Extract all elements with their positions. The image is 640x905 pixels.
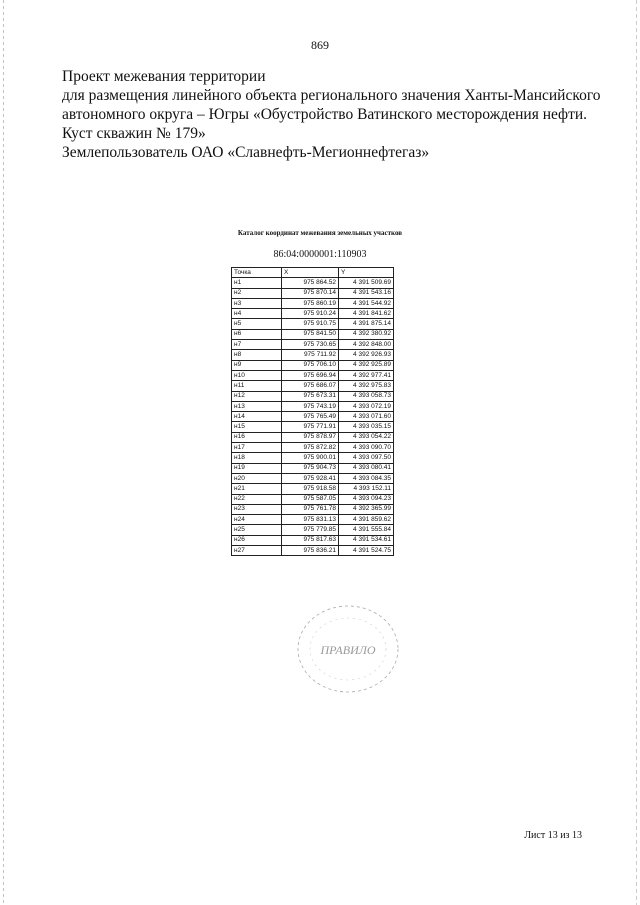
cell-x: 975 878.97 [282, 432, 339, 442]
cell-y: 4 392 380.92 [339, 329, 394, 339]
cell-x: 975 864.52 [282, 278, 339, 288]
scan-edge-right [636, 0, 637, 905]
table-header-row [232, 268, 394, 278]
cell-x: 975 904.73 [282, 463, 339, 473]
cell-y: 4 391 841.62 [339, 309, 394, 319]
cell-point: н6 [232, 329, 282, 339]
cell-point: н25 [232, 525, 282, 535]
cell-point: н11 [232, 381, 282, 391]
cell-y: 4 391 544.92 [339, 298, 394, 308]
coordinates-table [231, 267, 394, 556]
cell-point: н4 [232, 309, 282, 319]
header-line: для размещения линейного объекта регионального значения Ханты-Мансийского [62, 87, 601, 104]
column-header-x: X [282, 268, 339, 278]
cell-y: 4 392 925.89 [339, 360, 394, 370]
cell-y: 4 393 071.60 [339, 412, 394, 422]
header-line: автономного округа – Югры «Обустройство Ватинского месторождения нефти. [62, 106, 588, 123]
cell-y: 4 391 555.84 [339, 525, 394, 535]
cell-y: 4 393 072.19 [339, 401, 394, 411]
cell-y: 4 393 058.73 [339, 391, 394, 401]
cell-point: н17 [232, 443, 282, 453]
cell-x: 975 765.49 [282, 412, 339, 422]
cell-point: н5 [232, 319, 282, 329]
cell-point: н12 [232, 391, 282, 401]
cell-point: н8 [232, 350, 282, 360]
cell-y: 4 391 875.14 [339, 319, 394, 329]
cell-x: 975 860.19 [282, 298, 339, 308]
cell-x: 975 743.19 [282, 401, 339, 411]
cell-x: 975 696.94 [282, 370, 339, 380]
cell-x: 975 706.10 [282, 360, 339, 370]
table-row [232, 309, 394, 319]
cell-x: 975 673.31 [282, 391, 339, 401]
table-row [232, 381, 394, 391]
catalog-title: Каталог координат межевания земельных участков [237, 229, 403, 237]
cell-y: 4 391 509.69 [339, 278, 394, 288]
cell-x: 975 928.41 [282, 473, 339, 483]
page-number: 869 [311, 38, 329, 52]
table-row [232, 484, 394, 494]
stamp [293, 602, 403, 697]
cell-point: н2 [232, 288, 282, 298]
table-body [232, 278, 394, 556]
cell-y: 4 391 534.61 [339, 535, 394, 545]
cell-x: 975 771.91 [282, 422, 339, 432]
table-row [232, 473, 394, 483]
cell-point: н27 [232, 546, 282, 556]
table-row [232, 494, 394, 504]
document-header [62, 67, 602, 162]
cell-point: н3 [232, 298, 282, 308]
cell-point: н20 [232, 473, 282, 483]
cell-y: 4 393 035.15 [339, 422, 394, 432]
table-row [232, 515, 394, 525]
stamp-text: ПРАВИЛО [320, 643, 376, 657]
cell-x: 975 836.21 [282, 546, 339, 556]
cell-point: н22 [232, 494, 282, 504]
cell-x: 975 761.78 [282, 504, 339, 514]
cell-point: н18 [232, 453, 282, 463]
cell-y: 4 392 848.00 [339, 340, 394, 350]
cell-x: 975 910.75 [282, 319, 339, 329]
cell-point: н15 [232, 422, 282, 432]
table-row [232, 298, 394, 308]
cell-y: 4 393 080.41 [339, 463, 394, 473]
table-row [232, 422, 394, 432]
header-line: Землепользователь ОАО «Славнефть-Мегионнефтегаз» [62, 144, 430, 161]
sheet-label: Лист 13 из 13 [524, 830, 582, 841]
table-row [232, 278, 394, 288]
table-row [232, 463, 394, 473]
cell-y: 4 393 084.35 [339, 473, 394, 483]
cell-x: 975 686.07 [282, 381, 339, 391]
cell-x: 975 870.14 [282, 288, 339, 298]
table-row [232, 329, 394, 339]
table-row [232, 412, 394, 422]
cell-x: 975 779.85 [282, 525, 339, 535]
header-line: Куст скважин № 179» [62, 125, 206, 142]
table-row [232, 401, 394, 411]
cell-point: н1 [232, 278, 282, 288]
cell-x: 975 872.82 [282, 443, 339, 453]
cell-y: 4 393 152.11 [339, 484, 394, 494]
cell-point: н14 [232, 412, 282, 422]
cell-point: н23 [232, 504, 282, 514]
cell-point: н10 [232, 370, 282, 380]
cell-point: н9 [232, 360, 282, 370]
cell-y: 4 391 543.16 [339, 288, 394, 298]
table-row [232, 350, 394, 360]
scan-edge-left [3, 0, 4, 905]
cell-point: н21 [232, 484, 282, 494]
cell-x: 975 817.63 [282, 535, 339, 545]
cell-y: 4 393 054.22 [339, 432, 394, 442]
table-row [232, 432, 394, 442]
cell-x: 975 900.01 [282, 453, 339, 463]
cell-x: 975 841.50 [282, 329, 339, 339]
cell-y: 4 393 090.70 [339, 443, 394, 453]
table-row [232, 319, 394, 329]
table-row [232, 525, 394, 535]
cell-y: 4 393 097.50 [339, 453, 394, 463]
table-row [232, 504, 394, 514]
column-header-point: Точка [232, 268, 282, 278]
table-row [232, 546, 394, 556]
cell-x: 975 730.65 [282, 340, 339, 350]
cell-y: 4 392 977.41 [339, 370, 394, 380]
table-row [232, 288, 394, 298]
column-header-y: Y [339, 268, 394, 278]
cell-point: н19 [232, 463, 282, 473]
cell-x: 975 831.13 [282, 515, 339, 525]
table-row [232, 391, 394, 401]
cell-y: 4 392 926.93 [339, 350, 394, 360]
cell-y: 4 391 524.75 [339, 546, 394, 556]
cell-point: н26 [232, 535, 282, 545]
cell-y: 4 392 975.83 [339, 381, 394, 391]
header-line: Проект межевания территории [62, 68, 266, 85]
cell-x: 975 587.05 [282, 494, 339, 504]
cell-x: 975 711.92 [282, 350, 339, 360]
cell-point: н7 [232, 340, 282, 350]
table-row [232, 443, 394, 453]
cell-x: 975 910.24 [282, 309, 339, 319]
cadastral-number: 86:04:0000001:110903 [273, 249, 367, 260]
table-row [232, 453, 394, 463]
cell-y: 4 392 365.99 [339, 504, 394, 514]
table-row [232, 535, 394, 545]
table-row [232, 360, 394, 370]
cell-point: н13 [232, 401, 282, 411]
cell-x: 975 918.58 [282, 484, 339, 494]
table-row [232, 370, 394, 380]
cell-point: н24 [232, 515, 282, 525]
cell-point: н16 [232, 432, 282, 442]
cell-y: 4 393 094.23 [339, 494, 394, 504]
cell-y: 4 391 859.62 [339, 515, 394, 525]
table-row [232, 340, 394, 350]
